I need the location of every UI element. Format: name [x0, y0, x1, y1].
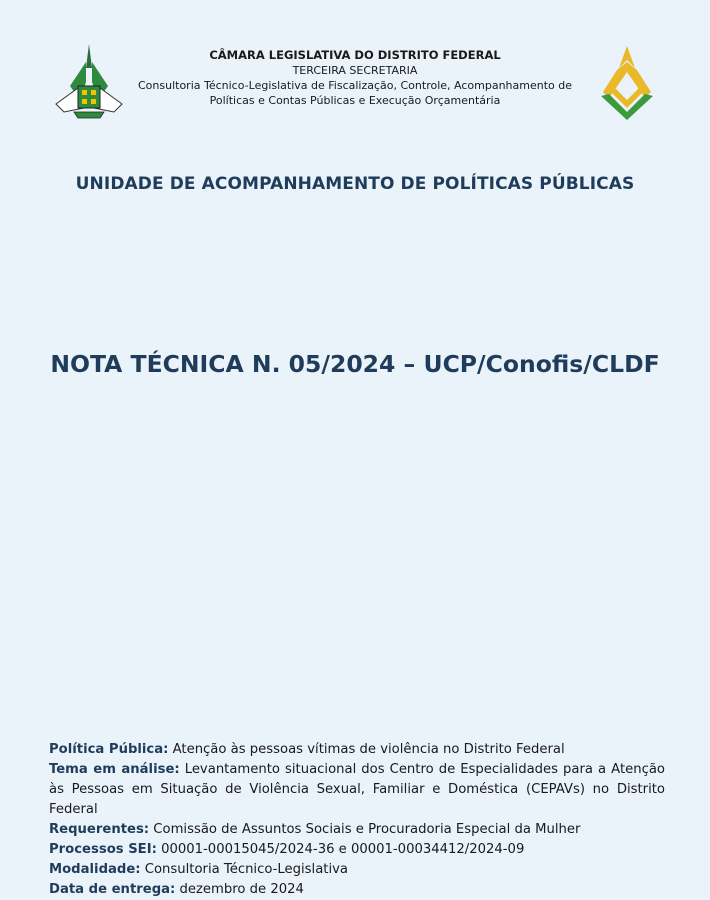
- requesters-label: Requerentes:: [49, 822, 150, 837]
- secretariat-name: TERCEIRA SECRETARIA: [292, 64, 418, 77]
- processes-value: 00001-00015045/2024-36 e 00001-00034412/2024-09: [161, 842, 525, 857]
- delivery-value: dezembro de 2024: [179, 882, 304, 897]
- processes-row: [49, 840, 665, 860]
- modality-row: [49, 860, 665, 880]
- unit-title: UNIDADE DE ACOMPANHAMENTO DE POLÍTICAS PÚBLICAS: [75, 174, 635, 194]
- policy-row: [49, 740, 665, 760]
- consultancy-line-1: Consultoria Técnico-Legislativa de Fiscalização, Controle, Acompanhamento de: [137, 79, 573, 92]
- cldf-logo-icon: [595, 42, 659, 122]
- policy-value: Atenção às pessoas vítimas de violência no Distrito Federal: [172, 742, 565, 757]
- document-metadata: [49, 740, 665, 900]
- delivery-row: [49, 880, 665, 900]
- modality-label: Modalidade:: [49, 862, 141, 877]
- df-coat-of-arms-icon: [52, 42, 126, 124]
- processes-label: Processos SEI:: [49, 842, 157, 857]
- delivery-label: Data de entrega:: [49, 882, 176, 897]
- document-title: NOTA TÉCNICA N. 05/2024 – UCP/Conofis/CLDF: [50, 350, 660, 378]
- consultancy-line-2: Políticas e Contas Públicas e Execução Orçamentária: [209, 94, 501, 107]
- institution-header: [130, 48, 580, 108]
- theme-label: Tema em análise:: [49, 762, 180, 777]
- organization-name: CÂMARA LEGISLATIVA DO DISTRITO FEDERAL: [209, 48, 501, 62]
- theme-value: Levantamento situacional dos Centro de Especialidades para a Atenção às Pessoas em Situação de Violência Sexual, Familiar e Doméstica (CEPAVs) no Distrito Federal: [49, 762, 665, 817]
- theme-row: [49, 760, 665, 820]
- requesters-row: [49, 820, 665, 840]
- policy-label: Política Pública:: [49, 742, 169, 757]
- modality-value: Consultoria Técnico-Legislativa: [144, 862, 349, 877]
- requesters-value: Comissão de Assuntos Sociais e Procuradoria Especial da Mulher: [153, 822, 581, 837]
